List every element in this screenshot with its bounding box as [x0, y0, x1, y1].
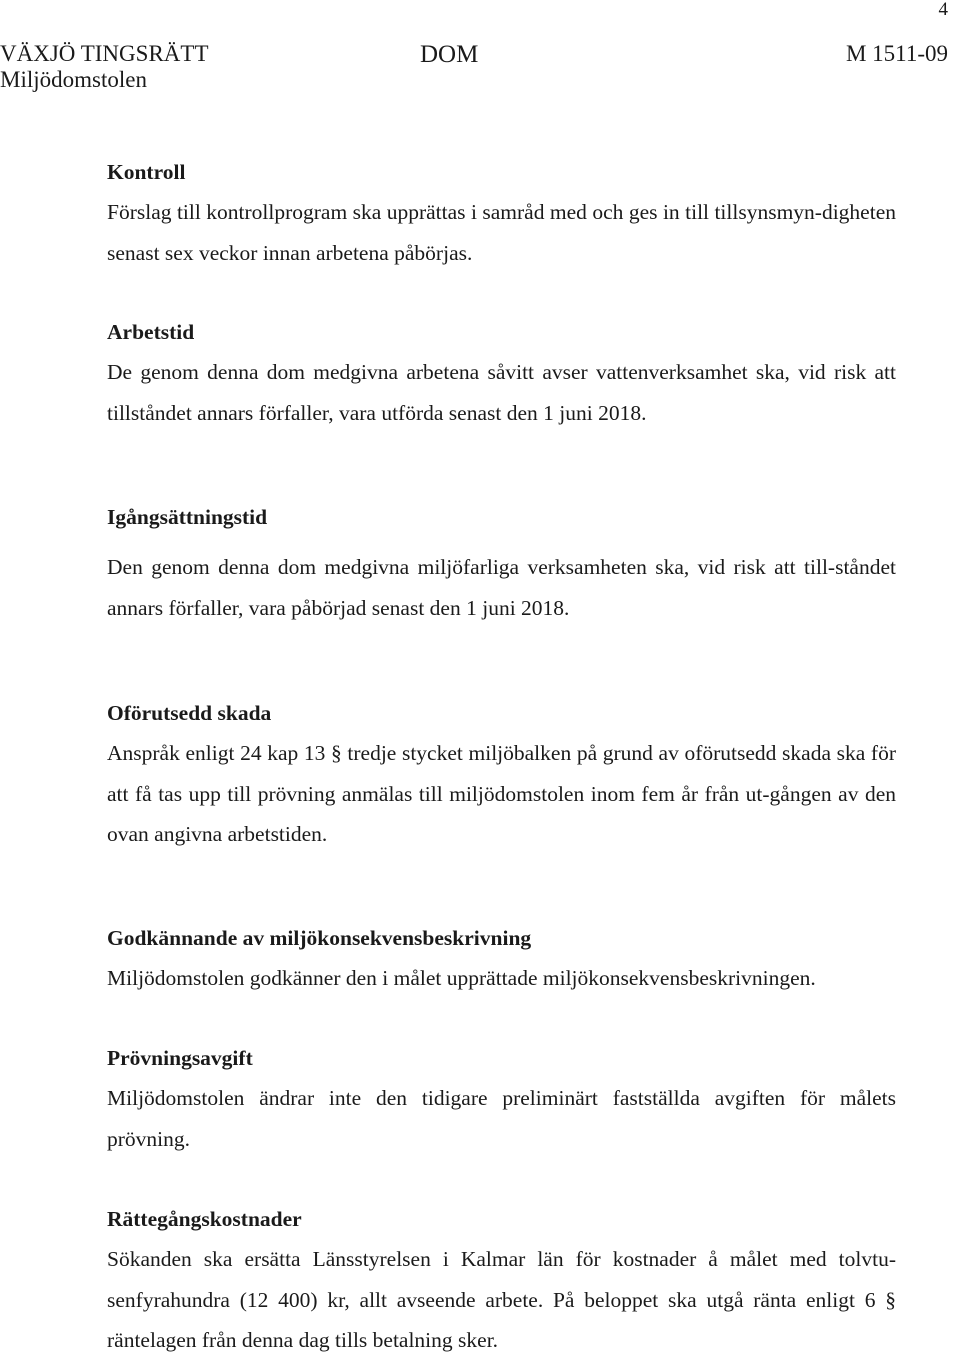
section-text: Miljödomstolen ändrar inte den tidigare preliminärt fastställda avgiften för målets prövning.	[107, 1086, 896, 1151]
section-oforutsedd-skada	[107, 693, 896, 855]
section-text: Anspråk enligt 24 kap 13 § tredje stycket miljöbalken på grund av oförutsedd skada ska för att få tas upp till prövning anmälas till miljödomstolen inom fem år från ut-gången av den ovan angivna arbetstiden.	[107, 741, 896, 846]
section-text: De genom denna dom medgivna arbetena såvitt avser vattenverksamhet ska, vid risk att tillståndet annars förfaller, vara utförda senast den 1 juni 2018.	[107, 360, 896, 425]
section-text: Sökanden ska ersätta Länsstyrelsen i Kalmar län för kostnader å målet med tolvtu-senfyrahundra (12 400) kr, allt avseende arbete. På beloppet ska utgå ränta enligt 6 § räntelagen från denna dag tills betalning sker.	[107, 1247, 896, 1352]
page-number: 4	[938, 0, 948, 20]
section-heading: Arbetstid	[107, 320, 195, 344]
section-heading: Rättegångskostnader	[107, 1207, 302, 1231]
section-heading: Igångsättningstid	[107, 505, 268, 529]
section-kontroll	[107, 152, 896, 273]
section-igangsattningstid	[107, 497, 896, 628]
section-text: Miljödomstolen godkänner den i målet upprättade miljökonsekvensbeskrivningen.	[107, 966, 816, 990]
section-heading: Godkännande av miljökonsekvensbeskrivning	[107, 926, 532, 950]
court-name: VÄXJÖ TINGSRÄTT	[0, 41, 209, 66]
department-name: Miljödomstolen	[0, 67, 147, 92]
section-heading: Oförutsedd skada	[107, 701, 272, 725]
section-heading: Kontroll	[107, 160, 186, 184]
section-text: Förslag till kontrollprogram ska upprättas i samråd med och ges in till tillsynsmyn-digheten senast sex veckor innan arbetena påbörjas.	[107, 200, 896, 265]
case-number: M 1511-09	[845, 41, 948, 66]
section-godkannande	[107, 918, 896, 999]
section-provningsavgift	[107, 1038, 896, 1159]
section-rattegangskostnader	[107, 1199, 896, 1361]
document-type: DOM	[420, 41, 479, 68]
section-heading: Prövningsavgift	[107, 1046, 253, 1070]
section-arbetstid	[107, 312, 896, 433]
section-text: Den genom denna dom medgivna miljöfarliga verksamheten ska, vid risk att till-ståndet annars förfaller, vara påbörjad senast den 1 juni 2018.	[107, 555, 896, 620]
